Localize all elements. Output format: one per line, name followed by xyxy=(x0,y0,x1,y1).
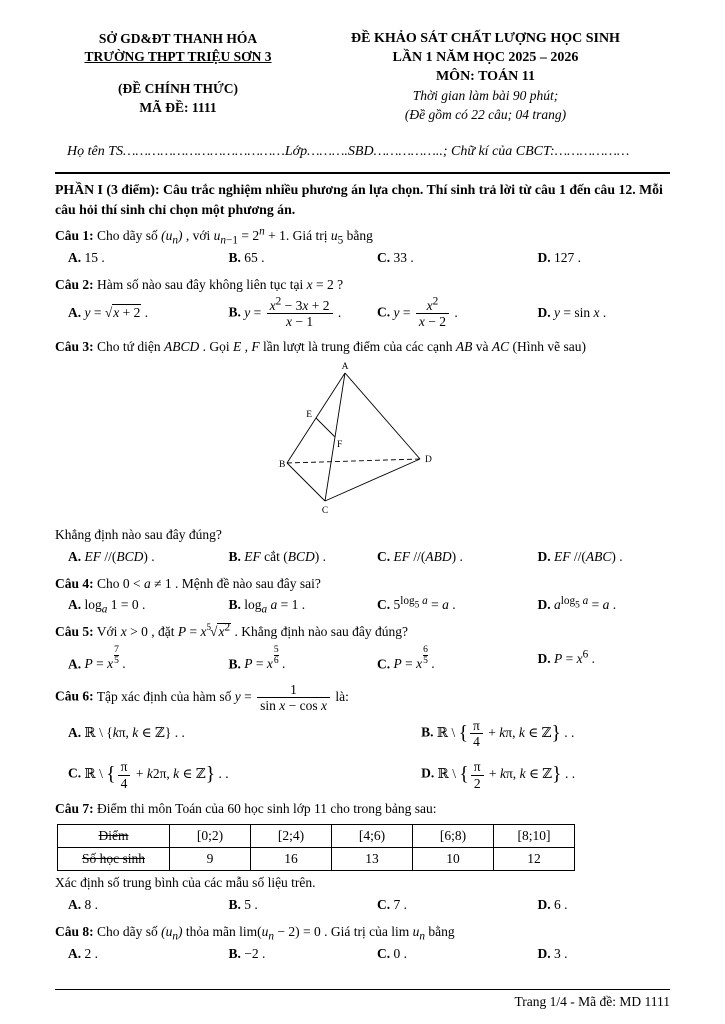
question-1 xyxy=(55,226,670,267)
option-key-c: C. xyxy=(376,304,391,320)
option-key-b: B. xyxy=(228,304,241,320)
option-text-a: 2 . xyxy=(84,945,98,961)
table-cell-count-3: 13 xyxy=(332,848,413,871)
question-7-stem xyxy=(55,799,670,819)
question-6-option-d xyxy=(421,758,662,791)
question-3-options xyxy=(55,548,670,567)
option-key-b: B. xyxy=(228,249,241,265)
option-key-c: C. xyxy=(376,249,391,265)
question-8-option-c xyxy=(377,945,534,964)
option-key-d: D. xyxy=(421,766,435,782)
exam-code: MÃ ĐỀ: 1111 xyxy=(139,99,217,115)
midpoint-label-f: F xyxy=(336,439,342,450)
exam-subject: MÔN: TOÁN 11 xyxy=(435,68,536,84)
exam-pages-note: (Đề gồm có 22 câu; 04 trang) xyxy=(404,106,567,122)
option-text-c: EF //(ABD) . xyxy=(393,548,463,564)
option-text-a: 15 . xyxy=(84,249,105,265)
question-5-options xyxy=(55,645,670,674)
option-text-d: $a^{log_5 a} = a$ . xyxy=(554,594,617,613)
question-5-text: Với x > 0 , đặt $P = x^5√x^2$ . Khẳng định nào sau đây đúng? xyxy=(96,621,409,640)
header-right-block xyxy=(301,30,670,124)
option-key-b: B. xyxy=(228,548,241,564)
option-key-a: A. xyxy=(68,597,82,613)
score-table-header-row xyxy=(58,825,575,848)
option-text-d: EF //(ABC) . xyxy=(554,548,623,564)
question-4-option-b xyxy=(229,596,373,615)
question-7-option-b xyxy=(229,896,373,915)
question-2-option-a xyxy=(68,304,225,323)
question-5-stem xyxy=(55,622,670,642)
question-3-stem xyxy=(55,337,670,357)
table-cell-count-2: 16 xyxy=(251,848,332,871)
exam-duration: Thời gian làm bài 90 phút; xyxy=(412,87,559,103)
question-3-option-a xyxy=(68,548,225,567)
question-1-option-b xyxy=(229,249,373,268)
option-text-a: P = x $\frac{7}{5}$ . xyxy=(84,644,126,672)
question-2-text: Hàm số nào sau đây không liên tục tại x = 2 ? xyxy=(97,276,344,292)
question-8 xyxy=(55,922,670,963)
option-text-b: $\log_a a = 1$ . xyxy=(244,597,306,616)
question-6-option-c xyxy=(68,758,417,791)
option-text-a: ℝ \ {kπ, k ∈ ℤ} . . xyxy=(84,725,185,741)
table-cell-so-hoc-sinh: Số học sinh xyxy=(58,848,170,871)
option-key-a: A. xyxy=(68,945,82,961)
vertex-label-d: D xyxy=(424,454,432,465)
question-4 xyxy=(55,574,670,615)
option-key-c: C. xyxy=(68,766,82,782)
table-cell-range-4: [6;8) xyxy=(413,825,494,848)
option-text-b: P = x $\frac{5}{6}$ . xyxy=(244,644,286,672)
question-2-options xyxy=(55,297,670,330)
question-6-stem xyxy=(55,681,670,714)
option-key-d: D. xyxy=(537,548,551,564)
question-4-option-c xyxy=(377,596,534,615)
question-1-option-c xyxy=(377,249,534,268)
option-key-c: C. xyxy=(376,945,391,961)
question-7 xyxy=(55,799,670,915)
option-text-a: EF //(BCD) . xyxy=(84,548,155,564)
question-8-text: Cho dãy số $(u_n)$ thỏa mãn $\lim(u_n - 2) = 0$ . Giá trị của $\lim u_n$ bằng xyxy=(97,924,455,943)
question-2-label: Câu 2: xyxy=(55,276,94,292)
question-6 xyxy=(55,681,670,792)
option-key-d: D. xyxy=(537,249,551,265)
question-8-label: Câu 8: xyxy=(55,924,94,939)
edge-bc xyxy=(287,463,325,501)
option-key-b: B. xyxy=(421,724,434,740)
option-text-b: EF cắt (BCD) . xyxy=(244,548,327,564)
option-key-b: B. xyxy=(228,656,241,672)
question-2-option-d xyxy=(538,304,670,323)
question-6-option-b xyxy=(421,717,662,750)
option-key-a: A. xyxy=(68,249,82,265)
question-7-option-d xyxy=(538,896,670,915)
option-text-d: 3 . xyxy=(554,945,568,961)
question-5-option-b xyxy=(229,645,373,674)
tetrahedron-svg xyxy=(278,361,448,519)
segment-ef xyxy=(316,418,335,437)
question-2-option-b xyxy=(229,297,373,330)
option-text-d: 6 . xyxy=(554,897,568,913)
tetrahedron-edges xyxy=(287,373,420,501)
option-key-a: A. xyxy=(68,656,82,672)
edge-cd xyxy=(325,459,420,501)
question-8-options xyxy=(55,945,670,964)
question-3-text: Cho tứ diện ABCD . Gọi E , F lần lượt là trung điểm của các cạnh AB và AC (Hình vẽ sau) xyxy=(97,339,586,355)
option-text-c: 33 . xyxy=(393,249,414,265)
question-1-label: Câu 1: xyxy=(55,228,94,244)
option-text-b: y = $\frac{x^2 - 3x + 2}{x - 1}$ . xyxy=(244,295,342,330)
question-5-label: Câu 5: xyxy=(55,624,94,640)
option-text-c: P = x $\frac{6}{5}$ . xyxy=(393,644,435,672)
department-name: SỞ GD&ĐT THANH HÓA xyxy=(98,31,258,46)
question-4-label: Câu 4: xyxy=(55,575,94,591)
question-4-option-a xyxy=(68,596,225,615)
option-text-d: y = sin x . xyxy=(554,305,607,321)
official-exam-label: (ĐỀ CHÍNH THỨC) xyxy=(117,81,238,97)
option-key-b: B. xyxy=(228,897,241,913)
vertex-label-b: B xyxy=(278,459,285,470)
option-text-a: y = √x + 2 . xyxy=(84,305,149,321)
question-7-text: Điểm thi môn Toán của 60 học sinh lớp 11 cho trong bảng sau: xyxy=(97,800,437,816)
question-8-option-d xyxy=(538,945,670,964)
question-1-option-d xyxy=(538,249,670,268)
option-key-b: B. xyxy=(228,597,241,613)
table-cell-count-5: 12 xyxy=(494,848,575,871)
question-3-option-c xyxy=(377,548,534,567)
question-3-label: Câu 3: xyxy=(55,339,94,355)
question-8-option-a xyxy=(68,945,225,964)
question-7-option-a xyxy=(68,896,225,915)
question-6-options xyxy=(55,717,670,791)
option-text-d: ℝ \ { $\frac{\pi}{2}$ + kπ, k ∈ ℤ} . . xyxy=(437,759,576,791)
option-text-c: y = $\frac{x^2}{x - 2}$ . xyxy=(393,295,458,330)
question-8-option-b xyxy=(229,945,373,964)
table-cell-range-3: [4;6) xyxy=(332,825,413,848)
question-2-stem xyxy=(55,275,670,295)
table-cell-diem: Điểm xyxy=(58,825,170,848)
option-key-c: C. xyxy=(376,597,391,613)
question-3 xyxy=(55,337,670,566)
question-3-post: Khẳng định nào sau đây đúng? xyxy=(55,526,222,542)
school-name: TRƯỜNG THPT TRIỆU SƠN 3 xyxy=(84,49,272,65)
option-text-b: 5 . xyxy=(244,897,258,913)
question-1-option-a xyxy=(68,249,225,268)
table-cell-range-1: [0;2) xyxy=(170,825,251,848)
option-key-a: A. xyxy=(68,725,82,741)
option-key-a: A. xyxy=(68,548,82,564)
table-cell-range-2: [2;4) xyxy=(251,825,332,848)
option-key-d: D. xyxy=(537,945,551,961)
question-2 xyxy=(55,275,670,331)
header-left-block xyxy=(55,30,301,124)
vertex-label-c: C xyxy=(321,505,328,516)
question-4-options xyxy=(55,596,670,615)
question-1-text: Cho dãy số $(u_n)$ , với $u_{n-1} = 2^n + 1$. Giá trị $u_5$ bằng xyxy=(97,225,373,247)
option-key-b: B. xyxy=(228,945,241,961)
page-footer: Trang 1/4 - Mã đề: MD 1111 xyxy=(55,989,670,1010)
table-cell-count-4: 10 xyxy=(413,848,494,871)
midpoint-label-e: E xyxy=(305,409,312,420)
part1-heading: PHẦN I (3 điểm): Câu trắc nghiệm nhiều phương án lựa chọn. Thí sinh trả lời từ câu 1 đến câu 12. Mỗi câu hỏi thí sinh chỉ chọn một phương án. xyxy=(55,182,663,217)
question-7-post: Xác định số trung bình của các mẫu số liệu trên. xyxy=(55,875,316,891)
question-6-text: Tập xác định của hàm số y = $\frac{1}{\text{sin x − cos x}}$ là: xyxy=(96,682,349,714)
edge-ad xyxy=(345,373,420,459)
vertex-label-a: A xyxy=(341,361,348,372)
question-7-options xyxy=(55,896,670,915)
question-7-option-c xyxy=(377,896,534,915)
option-text-a: $\log_a 1 = 0$ . xyxy=(84,597,146,616)
exam-round: LẦN 1 NĂM HỌC 2025 – 2026 xyxy=(392,49,579,65)
question-4-option-d xyxy=(538,596,670,615)
option-text-c: 7 . xyxy=(393,897,407,913)
question-6-label: Câu 6: xyxy=(55,688,94,704)
option-key-d: D. xyxy=(537,897,551,913)
score-table xyxy=(57,824,575,871)
table-cell-count-1: 9 xyxy=(170,848,251,871)
option-text-c: $5^{log_5 a} = a$ . xyxy=(393,594,456,613)
question-3-option-b xyxy=(229,548,373,567)
exam-title: ĐỀ KHẢO SÁT CHẤT LƯỢNG HỌC SINH xyxy=(351,31,620,46)
question-5-option-a xyxy=(68,645,225,674)
option-key-c: C. xyxy=(376,548,391,564)
question-5 xyxy=(55,622,670,674)
question-1-stem xyxy=(55,226,670,246)
option-text-d: $P = x^6$ . xyxy=(554,648,595,666)
question-8-stem xyxy=(55,922,670,942)
option-text-b: 65 . xyxy=(244,249,265,265)
score-table-data-row xyxy=(58,848,575,871)
option-key-d: D. xyxy=(537,597,551,613)
question-4-stem xyxy=(55,574,670,594)
question-2-option-c xyxy=(377,297,534,330)
question-3-option-d xyxy=(538,548,670,567)
section-divider xyxy=(55,172,670,174)
question-5-option-d xyxy=(538,650,670,669)
question-1-options xyxy=(55,249,670,268)
question-6-option-a xyxy=(68,724,417,743)
option-key-d: D. xyxy=(537,305,551,321)
question-4-text: Cho 0 < a ≠ 1 . Mệnh đề nào sau đây sai? xyxy=(97,575,321,591)
option-text-d: 127 . xyxy=(554,249,581,265)
table-cell-range-5: [8;10] xyxy=(494,825,575,848)
question-7-label: Câu 7: xyxy=(55,800,94,816)
edge-bd-hidden xyxy=(287,459,420,463)
option-text-c: ℝ \ { $\frac{\pi}{4}$ + k2π, k ∈ ℤ} . . xyxy=(84,759,229,791)
option-key-d: D. xyxy=(537,650,551,666)
student-info-line: Họ tên TS…………………………………Lớp……….SBD……………..; Chữ kí của CBCT:……………… xyxy=(67,144,630,160)
question-5-option-c xyxy=(377,645,534,674)
option-text-c2: 0 . xyxy=(393,945,407,961)
option-text-b: −2 . xyxy=(244,945,266,961)
option-key-c: C. xyxy=(376,897,391,913)
option-key-a: A. xyxy=(68,897,82,913)
option-text-a: 8 . xyxy=(84,897,98,913)
exam-header xyxy=(55,30,670,124)
option-text-b: ℝ \ { $\frac{\pi}{4}$ + kπ, k ∈ ℤ} . . xyxy=(436,718,575,750)
tetrahedron-figure xyxy=(55,361,670,523)
option-key-c: C. xyxy=(376,656,391,672)
option-key-a: A. xyxy=(68,305,82,321)
